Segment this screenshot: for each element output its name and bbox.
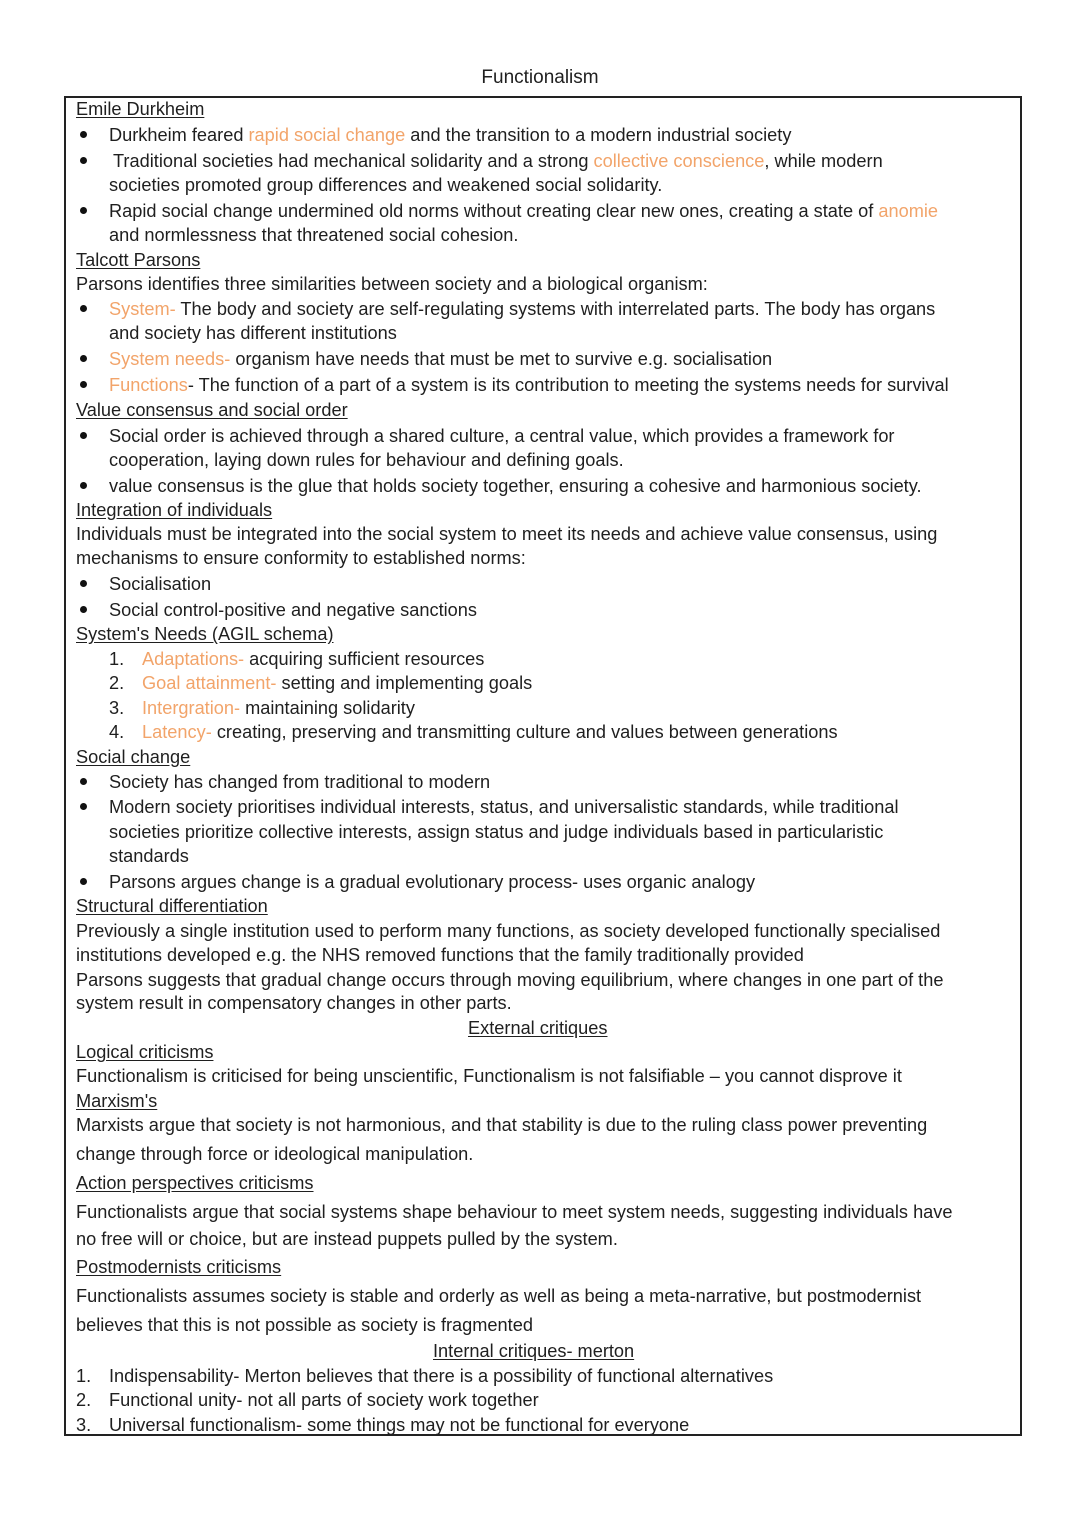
bullet (80, 482, 87, 489)
action-criticisms-text: Functionalists argue that social systems shape behaviour to meet system needs, suggesting individuals have (76, 1202, 953, 1222)
action-criticisms-heading: Action perspectives criticisms (76, 1173, 314, 1193)
bullet (80, 778, 87, 785)
agil-item-adaptation: Adaptations- acquiring sufficient resources (142, 649, 485, 669)
bullet (80, 803, 87, 810)
value-consensus-bullet-1: Social order is achieved through a shared culture, a central value, which provides a framework for (109, 426, 895, 446)
structural-text: system result in compensatory changes in other parts. (76, 993, 512, 1013)
internal-item-number: 3. (76, 1415, 92, 1435)
agil-item-number: 1. (109, 649, 125, 669)
structural-text: institutions developed e.g. the NHS removed functions that the family traditionally provided (76, 945, 804, 965)
bullet (80, 878, 87, 885)
internal-item-number: 2. (76, 1390, 92, 1410)
durkheim-bullet-2-cont: societies promoted group differences and weakened social solidarity. (109, 175, 663, 195)
logical-criticisms-text: Functionalism is criticised for being unscientific, Functionalism is not falsifiable – you cannot disprove it (76, 1066, 902, 1086)
integration-text-2: mechanisms to ensure conformity to established norms: (76, 548, 526, 568)
marxism-text: change through force or ideological manipulation. (76, 1144, 474, 1164)
internal-item-number: 1. (76, 1366, 92, 1386)
bullet (80, 432, 87, 439)
parsons-bullet-functions: Functions- The function of a part of a system is its contribution to meeting the systems needs for survival (109, 375, 949, 395)
bullet (80, 131, 87, 138)
bullet (80, 157, 87, 164)
agil-item-number: 4. (109, 722, 125, 742)
postmodern-criticisms-heading: Postmodernists criticisms (76, 1257, 282, 1277)
postmodern-criticisms-text: Functionalists assumes society is stable and orderly as well as being a meta-narrative, but postmodernist (76, 1286, 922, 1306)
internal-critiques-heading: Internal critiques- merton (433, 1341, 635, 1361)
social-change-bullet-3: Parsons argues change is a gradual evolutionary process- uses organic analogy (109, 872, 756, 892)
durkheim-bullet-1: Durkheim feared rapid social change and the transition to a modern industrial society (109, 125, 792, 145)
bullet (80, 381, 87, 388)
durkheim-bullet-3-cont: and normlessness that threatened social cohesion. (109, 225, 519, 245)
bullet (80, 606, 87, 613)
section-heading-durkheim: Emile Durkheim (76, 99, 205, 119)
bullet (80, 580, 87, 587)
social-change-bullet-2: Modern society prioritises individual interests, status, and universalistic standards, while traditional (109, 797, 899, 817)
value-consensus-bullet-1-cont: cooperation, laying down rules for behaviour and defining goals. (109, 450, 624, 470)
durkheim-bullet-3: Rapid social change undermined old norms without creating clear new ones, creating a state of anomie (109, 201, 939, 221)
internal-item-universal: Universal functionalism- some things may not be functional for everyone (109, 1415, 690, 1435)
document-title: Functionalism (481, 67, 599, 88)
value-consensus-bullet-2: value consensus is the glue that holds society together, ensuring a cohesive and harmonious society. (109, 476, 922, 496)
bullet (80, 207, 87, 214)
action-criticisms-text: no free will or choice, but are instead puppets pulled by the system. (76, 1229, 618, 1249)
bullet (80, 305, 87, 312)
agil-item-number: 3. (109, 698, 125, 718)
parsons-bullet-system-cont: and society has different institutions (109, 323, 397, 343)
section-heading-social-change: Social change (76, 747, 191, 767)
internal-item-indispensability: Indispensability- Merton believes that there is a possibility of functional alternatives (109, 1366, 774, 1386)
bullet (80, 355, 87, 362)
marxism-heading: Marxism's (76, 1091, 158, 1111)
external-critiques-heading: External critiques (468, 1018, 608, 1038)
structural-text: Parsons suggests that gradual change occurs through moving equilibrium, where changes in one part of the (76, 970, 944, 990)
integration-bullet-2: Social control-positive and negative sanctions (109, 600, 478, 620)
integration-bullet-1: Socialisation (109, 574, 212, 594)
internal-item-functional-unity: Functional unity- not all parts of society work together (109, 1390, 539, 1410)
agil-item-integration: Intergration- maintaining solidarity (142, 698, 415, 718)
logical-criticisms-heading: Logical criticisms (76, 1042, 214, 1062)
agil-item-latency: Latency- creating, preserving and transmitting culture and values between generations (142, 722, 838, 742)
parsons-bullet-system: System- The body and society are self-regulating systems with interrelated parts. The body has organs (109, 299, 936, 319)
parsons-bullet-needs: System needs- organism have needs that must be met to survive e.g. socialisation (109, 349, 773, 369)
section-heading-value-consensus: Value consensus and social order (76, 400, 348, 420)
social-change-bullet-2-cont: standards (109, 846, 189, 866)
agil-item-goal: Goal attainment- setting and implementing goals (142, 673, 533, 693)
parsons-intro: Parsons identifies three similarities between society and a biological organism: (76, 274, 708, 294)
section-heading-structural: Structural differentiation (76, 896, 268, 916)
durkheim-bullet-2: Traditional societies had mechanical solidarity and a strong collective conscience, while modern (113, 151, 883, 171)
social-change-bullet-2-cont: societies prioritize collective interests, assign status and judge individuals based in particularistic (109, 822, 884, 842)
section-heading-parsons: Talcott Parsons (76, 250, 201, 270)
social-change-bullet-1: Society has changed from traditional to modern (109, 772, 491, 792)
integration-text-1: Individuals must be integrated into the social system to meet its needs and achieve value consensus, using (76, 524, 938, 544)
marxism-text: Marxists argue that society is not harmonious, and that stability is due to the ruling class power preventing (76, 1115, 928, 1135)
section-heading-agil: System's Needs (AGIL schema) (76, 624, 334, 644)
agil-item-number: 2. (109, 673, 125, 693)
section-heading-integration: Integration of individuals (76, 500, 273, 520)
structural-text: Previously a single institution used to perform many functions, as society developed functionally specialised (76, 921, 941, 941)
postmodern-criticisms-text: believes that this is not possible as society is fragmented (76, 1315, 533, 1335)
